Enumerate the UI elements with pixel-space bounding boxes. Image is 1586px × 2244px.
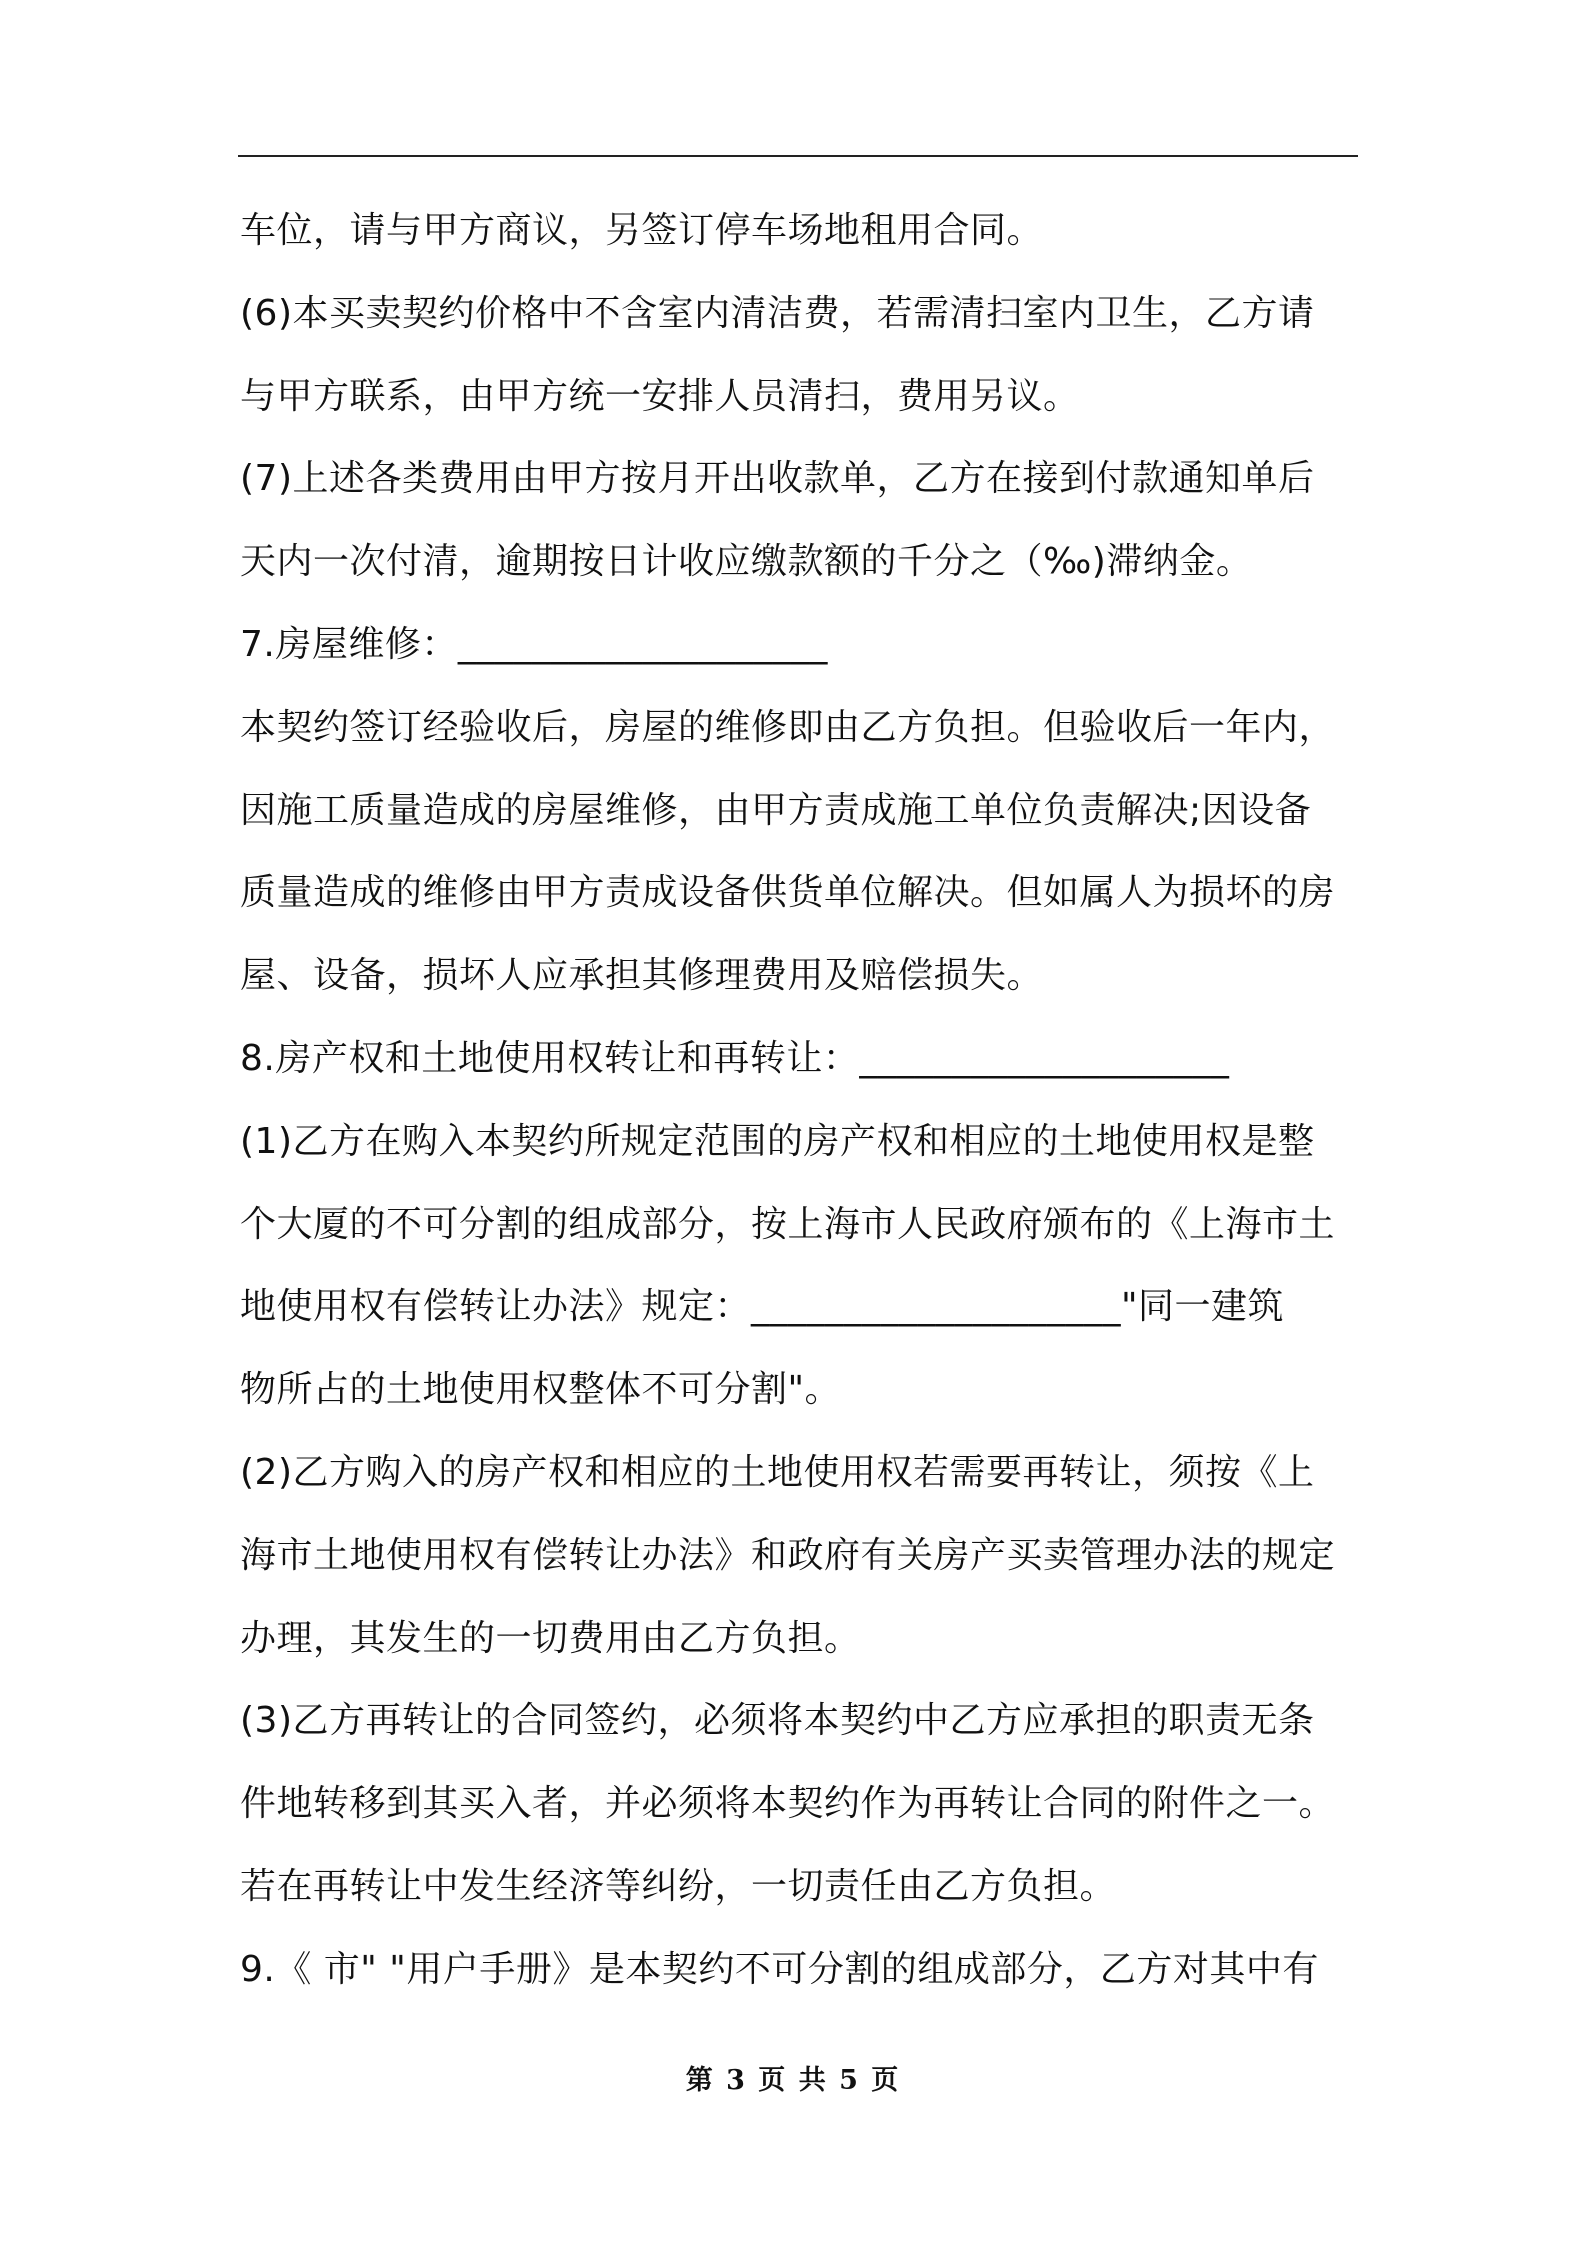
- text-line: 因施工质量造成的房屋维修，由甲方责成施工单位负责解决;因设备: [240, 789, 1312, 831]
- text-line: 与甲方联系，由甲方统一安排人员清扫，费用另议。: [240, 375, 1080, 417]
- text-line: 办理，其发生的一切费用由乙方负担。: [240, 1617, 861, 1659]
- section-heading-transfer: 8.房产权和土地使用权转让和再转让：____________________: [240, 1037, 1230, 1079]
- section-heading-manual: 9.《 市" "用户手册》是本契约不可分割的组成部分，乙方对其中有: [240, 1948, 1319, 1990]
- text-line: 车位，请与甲方商议，另签订停车场地租用合同。: [240, 210, 1044, 251]
- text-line: 屋、设备，损坏人应承担其修理费用及赔偿损失。: [240, 955, 1044, 997]
- text-line: 质量造成的维修由甲方责成设备供货单位解决。但如属人为损坏的房: [240, 872, 1336, 914]
- text-line: (1)乙方在购入本契约所规定范围的房产权和相应的土地使用权是整: [240, 1120, 1315, 1162]
- page-number: 第 3 页 共 5 页: [685, 2065, 901, 2096]
- text-line: 地使用权有偿转让办法》规定：____________________"同一建筑: [240, 1286, 1285, 1328]
- text-line: 若在再转让中发生经济等纠纷，一切责任由乙方负担。: [240, 1865, 1117, 1907]
- text-line: 天内一次付清，逾期按日计收应缴款额的千分之（‰)滞纳金。: [240, 541, 1253, 583]
- contract-body: [240, 190, 1358, 2012]
- text-line: 件地转移到其买入者，并必须将本契约作为再转让合同的附件之一。: [240, 1783, 1336, 1825]
- text-line: 本契约签订经验收后，房屋的维修即由乙方负担。但验收后一年内，: [240, 706, 1336, 748]
- text-line: (6)本买卖契约价格中不含室内清洁费，若需清扫室内卫生，乙方请: [240, 292, 1315, 334]
- text-line: (7)上述各类费用由甲方按月开出收款单，乙方在接到付款通知单后: [240, 458, 1315, 500]
- text-line: 个大厦的不可分割的组成部分，按上海市人民政府颁布的《上海市土: [240, 1203, 1336, 1245]
- text-line: (3)乙方再转让的合同签约，必须将本契约中乙方应承担的职责无条: [240, 1700, 1315, 1742]
- text-line: 物所占的土地使用权整体不可分割"。: [240, 1369, 842, 1411]
- text-line: 海市土地使用权有偿转让办法》和政府有关房产买卖管理办法的规定: [240, 1534, 1336, 1576]
- text-line: (2)乙方购入的房产权和相应的土地使用权若需要再转让，须按《上: [240, 1451, 1315, 1493]
- section-heading-repair: 7.房屋维修：____________________: [240, 623, 828, 665]
- header-divider: [238, 155, 1358, 157]
